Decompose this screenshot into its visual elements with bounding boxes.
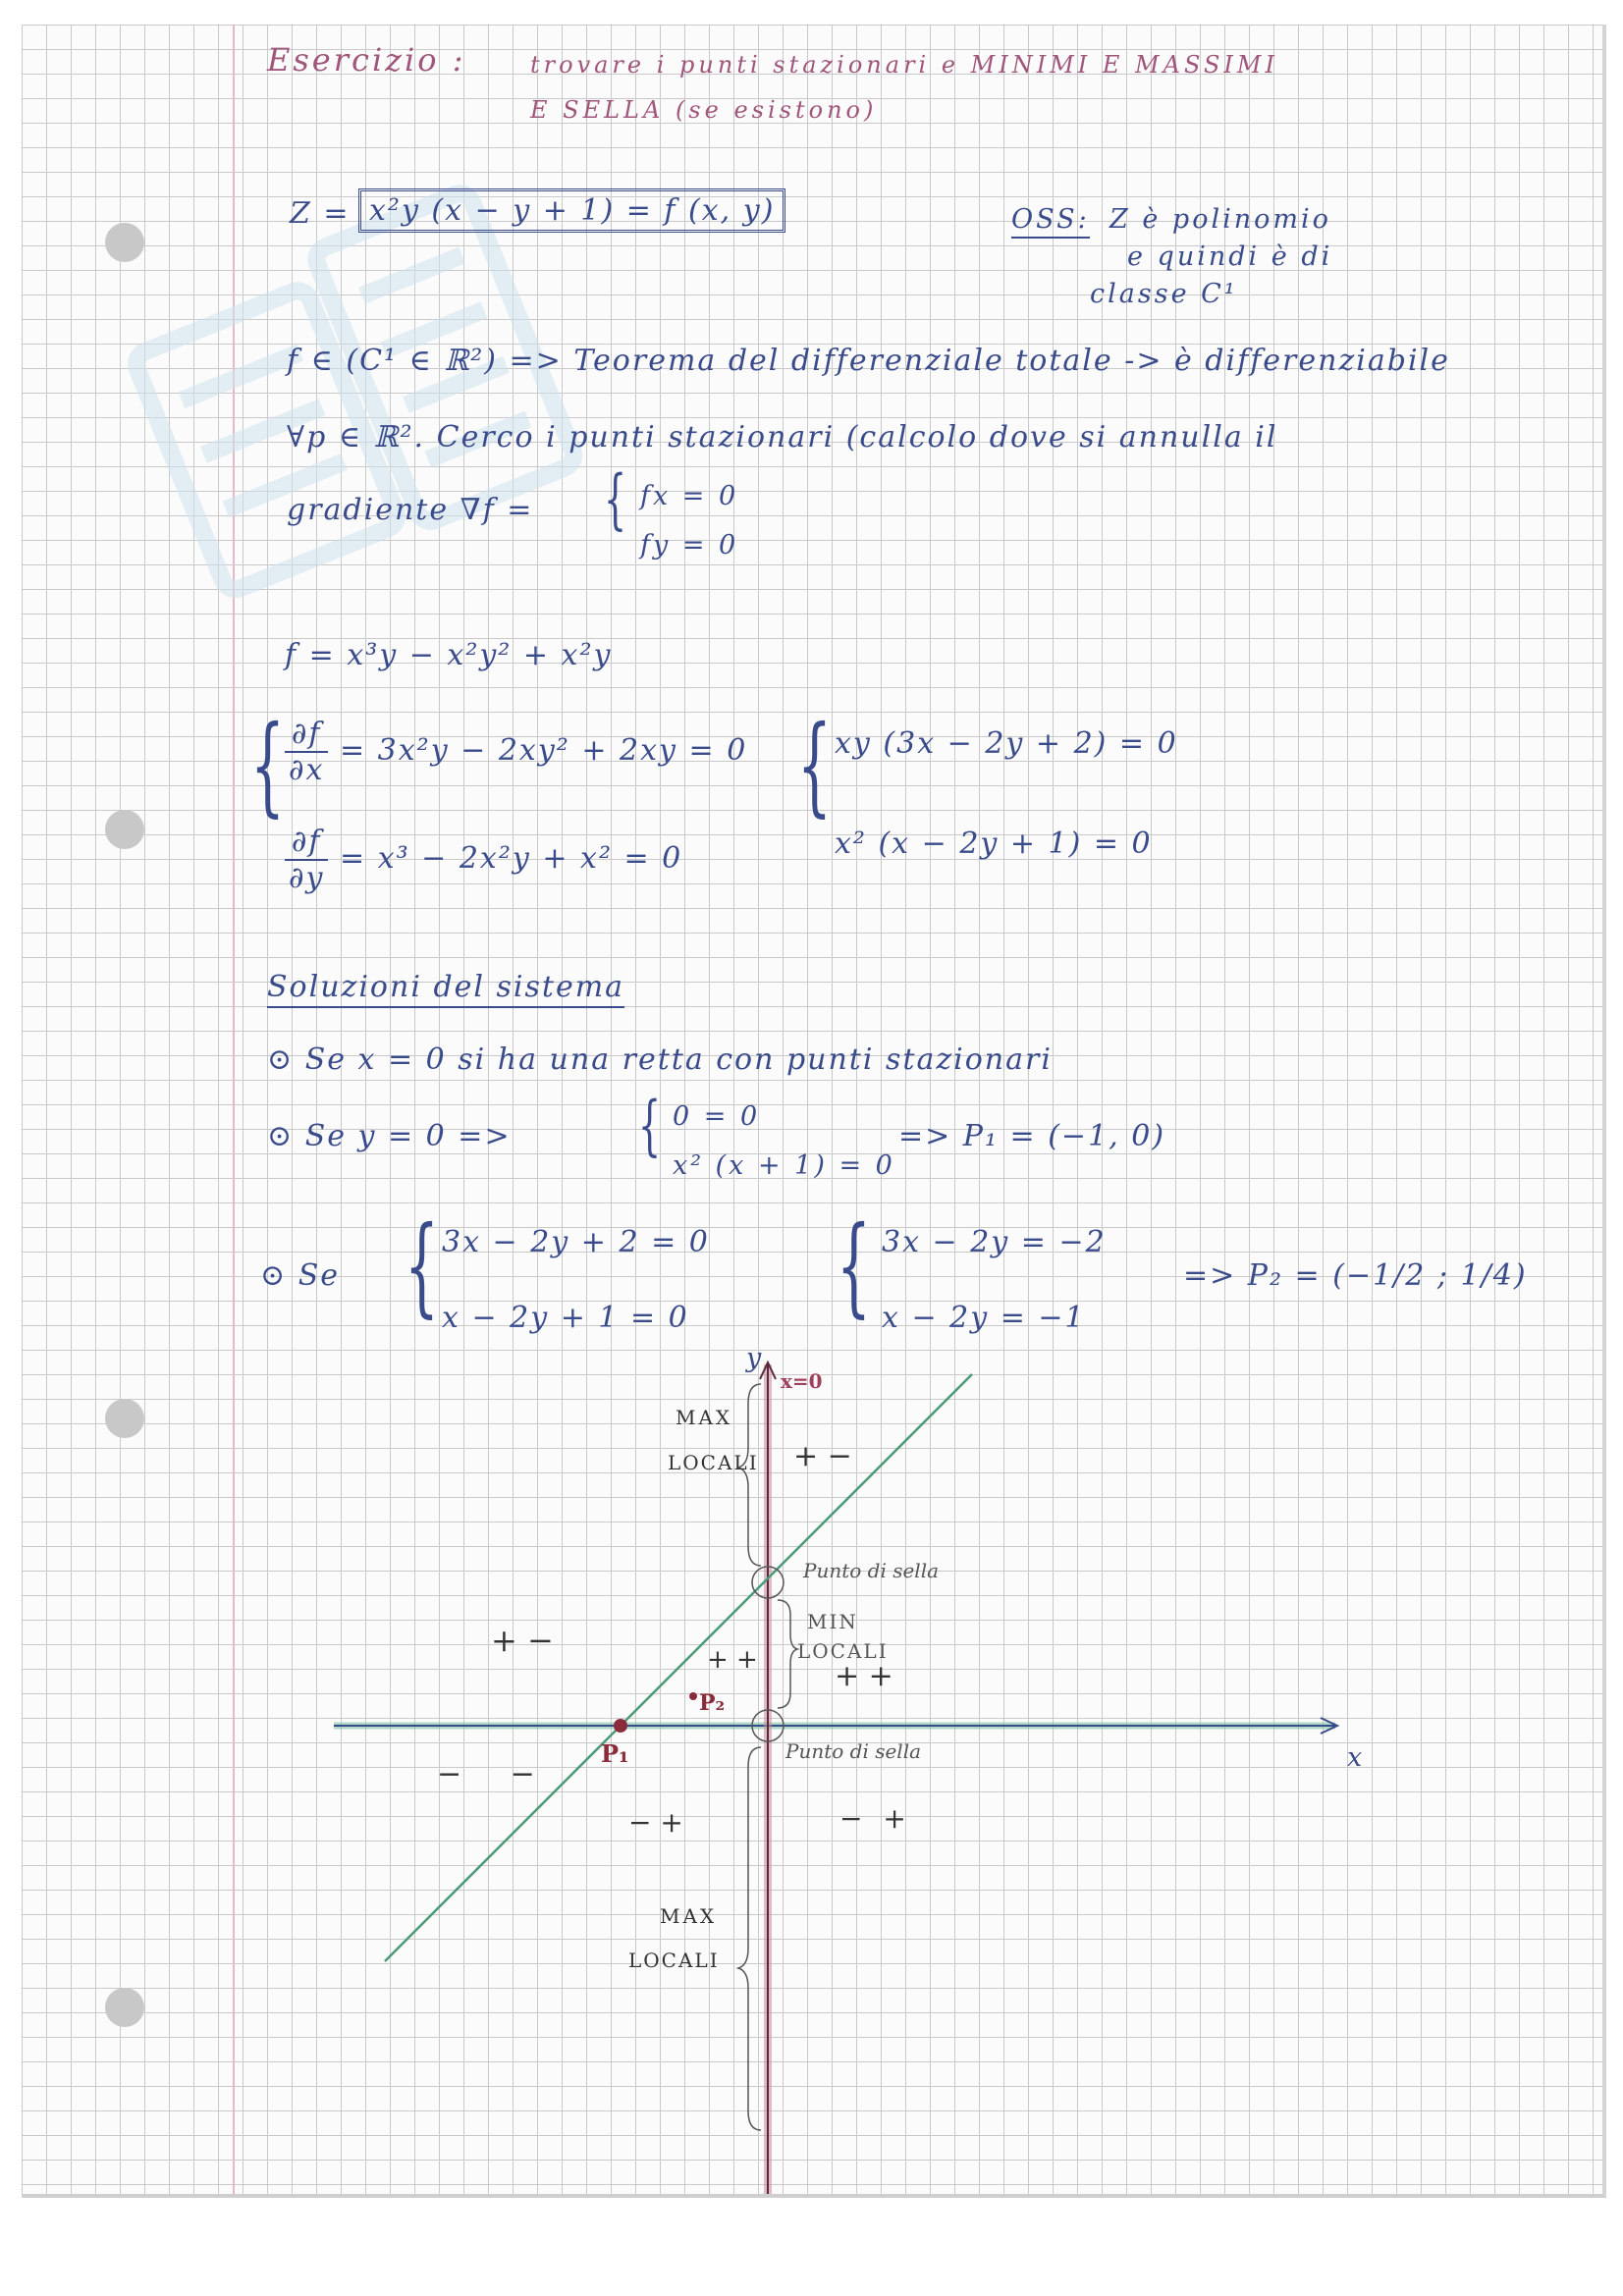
fy-rhs: = x³ − 2x²y + x² = 0 — [340, 841, 683, 876]
case-2-sys-2: x² (x + 1) = 0 — [673, 1150, 895, 1181]
fy-factored: x² (x − 2y + 1) = 0 — [835, 827, 1153, 861]
max-bottom-brace — [738, 1747, 761, 2130]
sign-mid-right: + + — [835, 1659, 893, 1693]
case-3-text: Se — [298, 1258, 340, 1293]
saddle-top-label: Punto di sella — [803, 1559, 940, 1582]
case-3-brace-a: { — [405, 1202, 439, 1328]
saddle-bottom-label: Punto di sella — [785, 1739, 922, 1763]
theory-line-3: gradiente ∇f = — [287, 493, 534, 527]
sign-mid-center: + + — [707, 1645, 758, 1675]
derivatives-brace: { — [250, 702, 285, 828]
p2-coords: (−1/2 ; 1/4) — [1332, 1258, 1528, 1293]
case-2-text: Se y = 0 => — [304, 1119, 512, 1153]
case-3: ⊙ Se — [260, 1258, 340, 1293]
p2-point — [689, 1692, 697, 1700]
oss-label: OSS: — [1011, 204, 1090, 239]
max-top-brace — [738, 1384, 761, 1566]
p1-label: P₁ — [601, 1739, 629, 1768]
case-3-eq-b1: 3x − 2y = −2 — [882, 1225, 1107, 1259]
case-3-result-lead: => P₂ = — [1183, 1258, 1322, 1293]
p1-point — [614, 1719, 627, 1733]
p2-label: P₂ — [699, 1690, 726, 1716]
exercise-task-cont: E SELLA (se esistono) — [530, 96, 878, 124]
z-equals: Z = — [290, 196, 351, 231]
solutions-heading: Soluzioni del sistema — [267, 970, 624, 1008]
sign-top-right: + − — [793, 1439, 852, 1473]
max-top-label-2: LOCALI — [668, 1451, 759, 1474]
x-axis-label: x — [1347, 1742, 1366, 1773]
function-definition-box: x²y (x − y + 1) = f (x, y) — [358, 188, 785, 233]
oss-line-3: classe C¹ — [1090, 279, 1238, 309]
case-3-brace-b: { — [837, 1202, 871, 1328]
gradient-fx: fx = 0 — [640, 481, 739, 511]
case-2-brace: { — [638, 1088, 662, 1163]
theory-line-2: ∀p ∈ ℝ². Cerco i punti stazionari (calcolo dove si annulla il — [287, 420, 1278, 454]
factored-brace: { — [797, 702, 832, 828]
fx-den: ∂x — [289, 753, 325, 787]
case-3-eq-a2: x − 2y + 1 = 0 — [442, 1301, 689, 1335]
max-bot-label-1: MAX — [660, 1904, 718, 1928]
case-3-eq-a1: 3x − 2y + 2 = 0 — [442, 1225, 710, 1259]
fx-rhs: = 3x²y − 2xy² + 2xy = 0 — [339, 733, 748, 768]
x0-label: x=0 — [781, 1369, 823, 1393]
case-3-eq-b2: x − 2y = −1 — [882, 1301, 1086, 1335]
fx-factored: xy (3x − 2y + 2) = 0 — [835, 726, 1178, 761]
gradient-brace: { — [604, 461, 627, 537]
fx-num: ∂f — [285, 717, 328, 753]
max-top-label-1: MAX — [676, 1406, 733, 1429]
gradient-fy: fy = 0 — [640, 530, 739, 561]
exercise-title: Esercizio : — [267, 41, 466, 79]
function-expansion: f = x³y − x²y² + x²y — [285, 638, 613, 672]
case-1: ⊙ Se x = 0 si ha una retta con punti stazionari — [267, 1042, 1053, 1077]
oss-line-1: Z è polinomio — [1109, 204, 1331, 235]
fy-den: ∂y — [289, 861, 325, 895]
sign-bot-left: − + — [628, 1806, 683, 1839]
sign-bot-right: − + — [839, 1802, 912, 1835]
min-brace — [778, 1600, 797, 1708]
sign-mid-left: + − — [491, 1622, 554, 1659]
sign-bot-far-left: − − — [437, 1757, 555, 1791]
case-1-text: Se x = 0 si ha una retta con punti stazionari — [304, 1042, 1053, 1077]
case-2-result: => P₁ = (−1, 0) — [898, 1119, 1166, 1153]
min-label-2: LOCALI — [797, 1639, 889, 1663]
min-label-1: MIN — [807, 1610, 858, 1633]
exercise-task: trovare i punti stazionari e MINIMI E MASSIMI — [530, 51, 1278, 79]
case-2: ⊙ Se y = 0 => — [267, 1119, 512, 1153]
case-2-sys-1: 0 = 0 — [673, 1101, 761, 1132]
max-bot-label-2: LOCALI — [628, 1949, 720, 1972]
y-axis-label: y — [746, 1343, 765, 1373]
theory-line-1: f ∈ (C¹ ∈ ℝ²) => Teorema del differenziale totale -> è differenziabile — [287, 344, 1450, 378]
fy-num: ∂f — [285, 825, 328, 861]
oss-line-2: e quindi è di — [1127, 241, 1333, 272]
